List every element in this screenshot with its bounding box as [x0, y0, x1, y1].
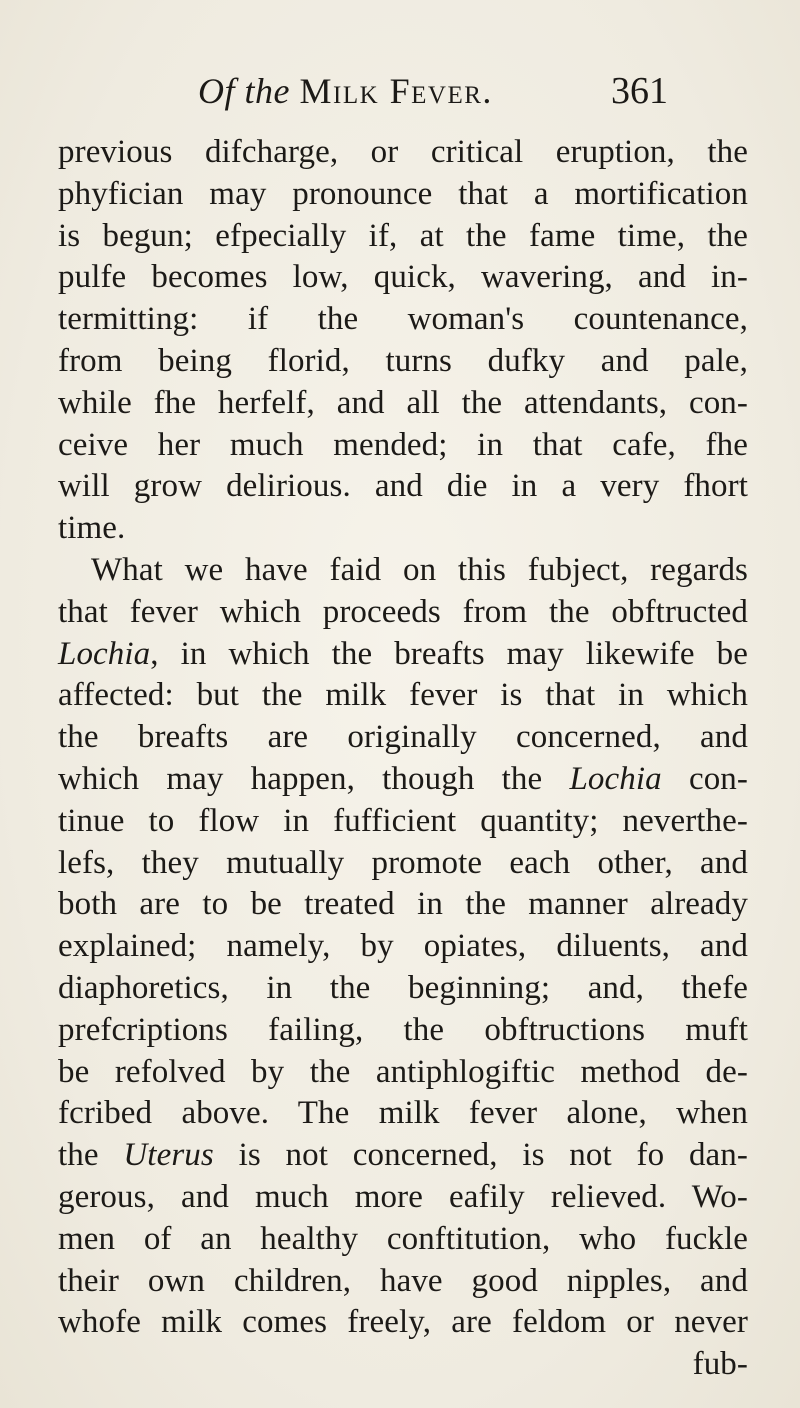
text-line [58, 759, 748, 801]
text-line [58, 257, 748, 299]
text-segment: termitting: if the woman's countenance, [58, 301, 748, 338]
italic-term: Lochia [58, 635, 151, 672]
text-segment: that fever which proceeds from the obftructed [58, 593, 748, 630]
text-line [58, 341, 748, 383]
page-number: 361 [611, 70, 668, 112]
text-line [58, 801, 748, 843]
text-segment: will grow delirious. and die in a very fhort [58, 468, 748, 505]
text-segment: which may happen, though the [58, 760, 570, 797]
text-line [58, 843, 748, 885]
running-title [198, 66, 493, 116]
text-line [58, 1093, 748, 1135]
text-line [58, 508, 748, 550]
text-line [58, 1010, 748, 1052]
running-head [198, 66, 668, 116]
text-line [58, 1302, 748, 1344]
text-line [58, 1135, 748, 1177]
text-segment: both are to be treated in the manner already [58, 886, 748, 923]
text-segment: gerous, and much more eafily relieved. Wo- [58, 1178, 748, 1215]
text-segment: whofe milk comes freely, are feldom or never [58, 1304, 748, 1341]
text-segment: time. [58, 510, 126, 547]
running-title-of: Of the [198, 71, 290, 111]
text-line [58, 216, 748, 258]
text-line [58, 968, 748, 1010]
text-line [58, 1177, 748, 1219]
text-line [58, 132, 748, 174]
text-segment: explained; namely, by opiates, diluents, and [58, 928, 748, 965]
text-line [58, 1052, 748, 1094]
catchword [58, 1344, 748, 1386]
text-line [58, 675, 748, 717]
text-line [58, 634, 748, 676]
italic-term: Lochia [569, 760, 662, 797]
text-segment: lefs, they mutually promote each other, and [58, 844, 748, 881]
text-segment: diaphoretics, in the beginning; and, thefe [58, 969, 748, 1006]
text-line [58, 550, 748, 592]
text-line [58, 174, 748, 216]
catchword-text: fub- [692, 1346, 748, 1383]
text-segment: the [58, 1137, 124, 1174]
text-segment: tinue to flow in fufficient quantity; neverthe- [58, 802, 748, 839]
text-line [58, 425, 748, 467]
text-segment: con- [661, 760, 749, 797]
text-segment: is not concerned, is not fo dan- [213, 1137, 748, 1174]
body-text [58, 132, 748, 1386]
text-segment: affected: but the milk fever is that in which [58, 677, 748, 714]
text-segment: men of an healthy conftitution, who fuckle [58, 1220, 748, 1257]
text-segment: previous difcharge, or critical eruption, the [58, 134, 748, 170]
text-segment: be refolved by the antiphlogiftic method de- [58, 1053, 748, 1090]
text-segment: phyfician may pronounce that a mortification [58, 175, 748, 212]
text-line [58, 884, 748, 926]
text-segment: is begun; efpecially if, at the fame time, the [58, 217, 748, 254]
text-line [58, 383, 748, 425]
text-line [58, 926, 748, 968]
text-segment: from being florid, turns dufky and pale, [58, 342, 748, 379]
text-line [58, 717, 748, 759]
text-segment: ceive her much mended; in that cafe, fhe [58, 426, 748, 463]
text-segment: pulfe becomes low, quick, wavering, and in- [58, 259, 748, 296]
text-segment: the breafts are originally concerned, and [58, 719, 748, 756]
text-segment: fcribed above. The milk fever alone, when [58, 1095, 748, 1132]
text-segment: , in which the breafts may likewife be [150, 635, 748, 672]
text-line [58, 1261, 748, 1303]
text-line [58, 592, 748, 634]
text-line [58, 299, 748, 341]
text-line [58, 466, 748, 508]
running-title-main: Milk Fever. [299, 71, 493, 111]
text-segment: prefcriptions failing, the obftructions muft [58, 1011, 748, 1048]
italic-term: Uterus [123, 1137, 214, 1174]
text-line [58, 1219, 748, 1261]
text-segment: their own children, have good nipples, and [58, 1262, 748, 1299]
text-segment: while fhe herfelf, and all the attendants, con- [58, 384, 748, 421]
text-segment: What we have faid on this fubject, regards [91, 551, 748, 588]
